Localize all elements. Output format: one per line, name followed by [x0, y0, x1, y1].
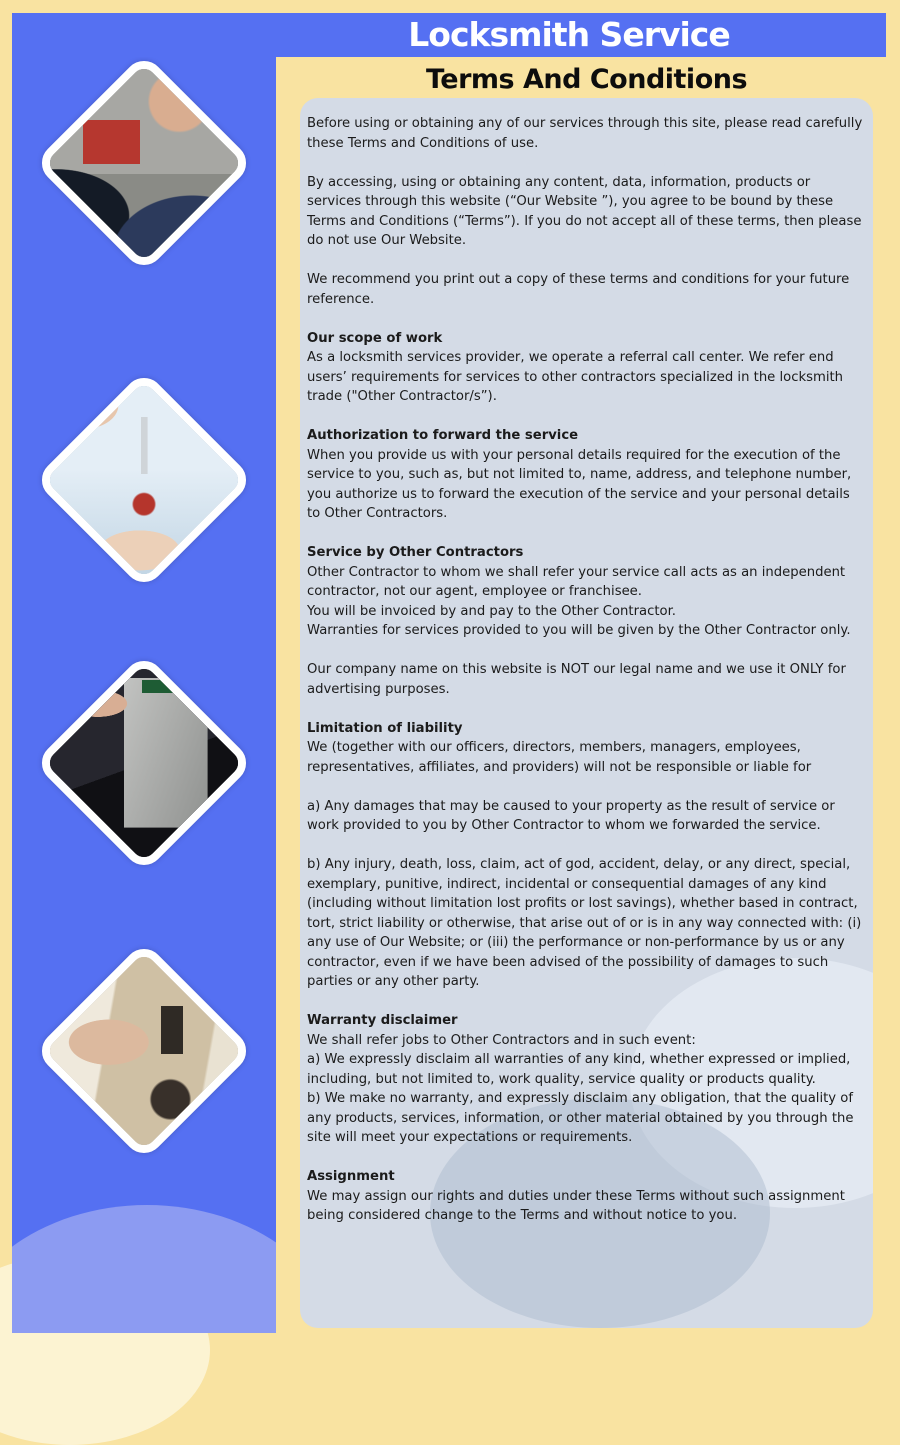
terms-paragraph: We (together with our officers, directors, members, managers, employees, representatives, affiliates, and providers) will not be responsible or liable for: [307, 740, 812, 775]
sidebar: [12, 13, 276, 1333]
section-heading: Service by Other Contractors: [307, 545, 524, 560]
terms-paragraph: By accessing, using or obtaining any content, data, information, products or services through this website (“Our Website ”), you agree to be bound by these Terms and Conditions (“Terms”). If you do not accept all of these terms, then please do not use Our Website.: [307, 174, 862, 248]
terms-paragraph: We shall refer jobs to Other Contractors and in such event: a) We expressly disclaim all warranties of any kind, whether expressed or implied, including, but not limited to, work quality, service quality or products quality. b) We make no warranty, and expressly disclaim any obligation, that the quality of any products, services, information, or other material obtained by you through the site will meet your expectations or requirements.: [307, 1032, 854, 1145]
photo-locksmith-holding-car-key: [34, 53, 255, 274]
photo-keypad-door-entry: [34, 653, 255, 874]
photo-locksmith-holding-car-key-image: [34, 53, 254, 273]
photo-keypad-door-entry-image: [34, 653, 254, 873]
terms-panel: [300, 98, 873, 1328]
section-heading: Our scope of work: [307, 330, 443, 346]
section-heading: Authorization to forward the service: [307, 428, 579, 443]
sidebar-bottom-blob: [12, 1205, 276, 1333]
photo-key-unlocking-door-image: [34, 941, 254, 1161]
photo-key-handover-house-keychain-image: [34, 370, 254, 590]
terms-paragraph: a) Any damages that may be caused to your property as the result of service or work provided to you by Other Contractor to whom we forwarded the service.: [307, 798, 835, 833]
terms-paragraph: We may assign our rights and duties under these Terms without such assignment being considered change to the Terms and without notice to you.: [307, 1188, 845, 1223]
app-header: [12, 13, 886, 57]
terms-paragraph: Other Contractor to whom we shall refer your service call acts as an independent contractor, not our agent, employee or franchisee. You will be invoiced by and pay to the Other Contractor. Warranties for services provided to you will be given by the Other Contractor only.: [307, 564, 851, 638]
terms-paragraph: When you provide us with your personal details required for the execution of the service to you, such as, but not limited to, name, address, and telephone number, you authorize us to forward the execution of the service and your personal details to Other Contractors.: [307, 447, 852, 521]
terms-paragraph: Before using or obtaining any of our services through this site, please read carefully these Terms and Conditions of use.: [307, 116, 863, 151]
terms-heading: Terms And Conditions: [425, 64, 748, 95]
terms-paragraph: b) Any injury, death, loss, claim, act of god, accident, delay, or any direct, special, exemplary, punitive, indirect, incidental or consequential damages of any kind (including without limitation lost profits or lost savings), whether based in contract, tort, strict liability or otherwise, that arise out of or is in any way connected with: (i) any use of Our Website; or (iii) the performance or non-performance by us or any contractor, even if we have been advised of the possibility of damages to such parties or any other party.: [307, 857, 862, 989]
photo-key-handover-house-keychain: [34, 370, 255, 591]
section-heading: Assignment: [307, 1169, 395, 1184]
page-title: Locksmith Service: [408, 15, 730, 54]
photo-key-unlocking-door: [34, 941, 255, 1162]
terms-paragraph: Our company name on this website is NOT our legal name and we use it ONLY for advertising purposes.: [307, 662, 846, 697]
section-heading: Warranty disclaimer: [307, 1013, 458, 1028]
terms-paragraph: As a locksmith services provider, we operate a referral call center. We refer end users’ requirements for services to other contractors specialized in the locksmith trade ("Other Contractor/s”).: [307, 350, 844, 404]
terms-sections: [300, 98, 873, 1328]
section-heading: Limitation of liability: [307, 720, 463, 736]
terms-paragraph: We recommend you print out a copy of these terms and conditions for your future reference.: [307, 272, 850, 307]
